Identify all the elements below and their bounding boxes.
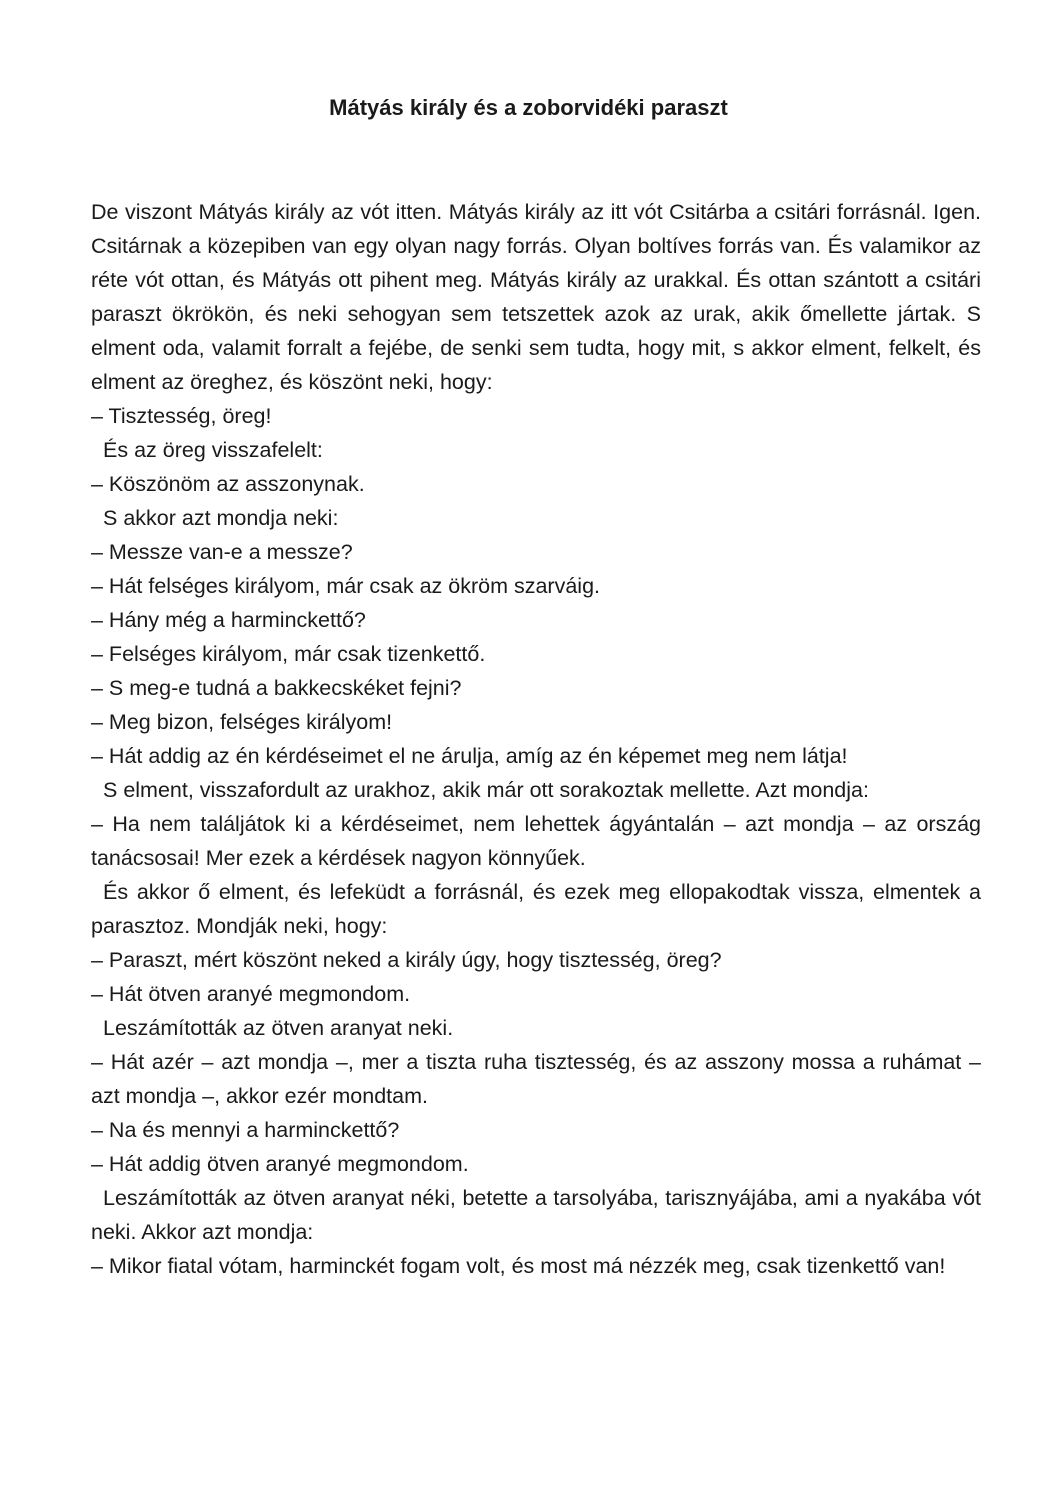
dialogue-line: – Köszönöm az asszonynak. (91, 472, 365, 496)
story-text (91, 195, 981, 1283)
dialogue-line: – Hát ötven aranyé megmondom. (91, 982, 411, 1006)
paragraph: És akkor ő elment, és lefeküdt a forrásnál, és ezek meg ellopakodtak vissza, elmentek a parasztoz. Mondják neki, hogy: (91, 880, 981, 938)
dialogue-line: – Hát addig ötven aranyé megmondom. (91, 1152, 469, 1176)
paragraph: De viszont Mátyás király az vót itten. Mátyás király az itt vót Csitárba a csitári forrásnál. Igen. Csitárnak a közepiben van egy olyan nagy forrás. Olyan boltíves forrás van. És valamikor az réte vót ottan, és Mátyás ott pihent meg. Mátyás király az urakkal. És ottan szántott a csitári paraszt ökrökön, és neki sehogyan sem tetszettek azok az urak, akik őmellette jártak. S elment oda, valamit forralt a fejébe, de senki sem tudta, hogy mit, s akkor elment, felkelt, és elment az öreghez, és köszönt neki, hogy: (91, 200, 981, 394)
dialogue-line: – S meg-e tudná a bakkecskéket fejni? (91, 676, 462, 700)
dialogue-line: – Paraszt, mért köszönt neked a király úgy, hogy tisztesség, öreg? (91, 948, 722, 972)
dialogue-line: – Hát azér – azt mondja –, mer a tiszta ruha tisztesség, és az asszony mossa a ruhámat – azt mondja –, akkor ezér mondtam. (91, 1050, 981, 1108)
dialogue-line: – Hány még a harminckettő? (91, 608, 366, 632)
paragraph: S elment, visszafordult az urakhoz, akik már ott sorakoztak mellette. Azt mondja: (103, 778, 869, 802)
paragraph: S akkor azt mondja neki: (103, 506, 339, 530)
dialogue-line: – Tisztesség, öreg! (91, 404, 272, 428)
dialogue-line: – Hát felséges királyom, már csak az ökröm szarváig. (91, 574, 600, 598)
dialogue-line: – Messze van-e a messze? (91, 540, 353, 564)
paragraph: Leszámították az ötven aranyat neki. (103, 1016, 454, 1040)
page-title: Mátyás király és a zoborvidéki paraszt (329, 95, 728, 120)
dialogue-line: – Felséges királyom, már csak tizenkettő. (91, 642, 486, 666)
dialogue-line: – Hát addig az én kérdéseimet el ne árulja, amíg az én képemet meg nem látja! (91, 744, 848, 768)
dialogue-line: – Ha nem találjátok ki a kérdéseimet, nem lehettek ágyántalán – azt mondja – az ország tanácsosai! Mer ezek a kérdések nagyon könnyűek. (91, 812, 981, 870)
dialogue-line: – Mikor fiatal vótam, harminckét fogam volt, és most má nézzék meg, csak tizenkettő van! (91, 1254, 946, 1278)
dialogue-line: – Na és mennyi a harminckettő? (91, 1118, 400, 1142)
paragraph: Leszámították az ötven aranyat néki, betette a tarsolyába, tarisznyájába, ami a nyakába vót neki. Akkor azt mondja: (91, 1186, 981, 1244)
paragraph: És az öreg visszafelelt: (103, 438, 323, 462)
dialogue-line: – Meg bizon, felséges királyom! (91, 710, 393, 734)
